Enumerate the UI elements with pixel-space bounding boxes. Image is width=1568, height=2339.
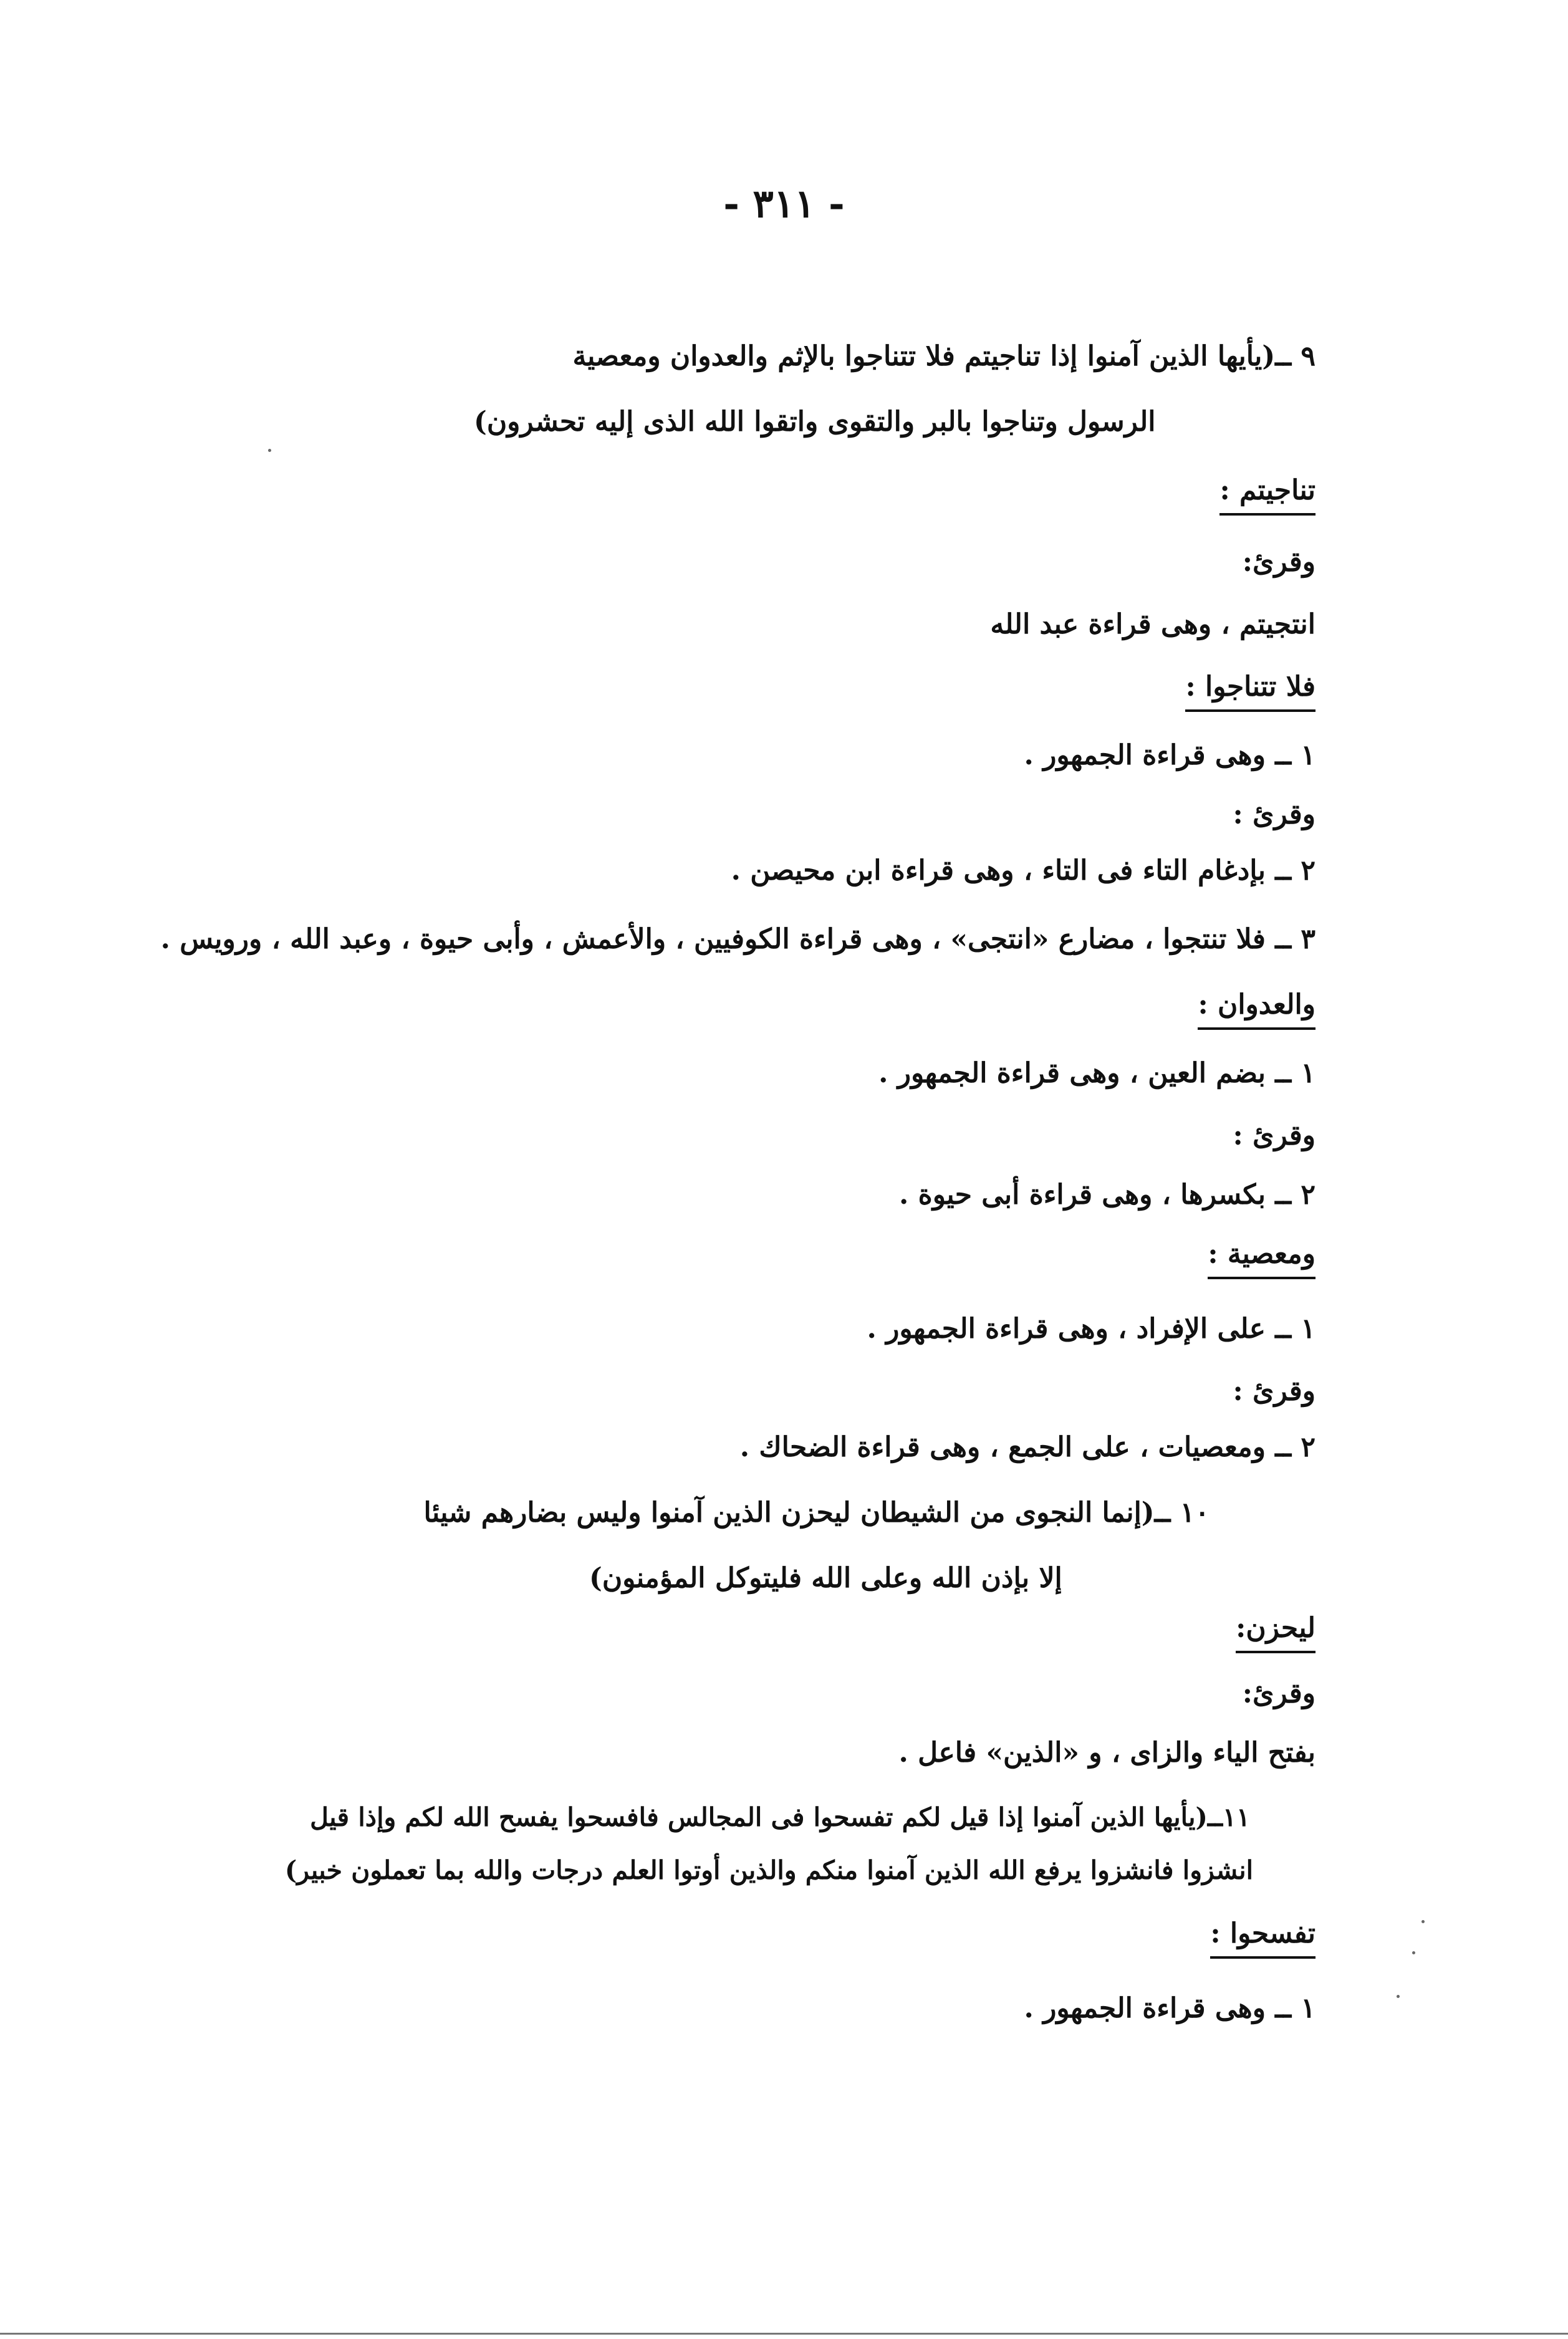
qurie-label: وقرئ:	[1242, 546, 1315, 578]
scan-speck	[268, 449, 271, 452]
qurie-label: وقرئ :	[1233, 799, 1315, 830]
scan-speck	[1397, 1995, 1400, 1998]
reading-line: بفتح الياء والزاى ، و «الذين» فاعل .	[898, 1737, 1315, 1769]
reading-line: ١ ــ وهى قراءة الجمهور .	[1024, 739, 1315, 771]
page-bottom-edge	[0, 2333, 1568, 2335]
reading-line: انتجيتم ، وهى قراءة عبد الله	[990, 608, 1315, 640]
verse-11-line-2: انشزوا فانشزوا يرفع الله الذين آمنوا منكم والذين أوتوا العلم درجات والله بما تعملون خبير)	[284, 1855, 1253, 1885]
reading-line: ٢ ــ بإدغام التاء فى التاء ، وهى قراءة ابن محيصن .	[731, 855, 1315, 886]
heading-aludwan: والعدوان :	[1198, 991, 1315, 1030]
heading-tanajaytum: تناجيتم :	[1219, 477, 1315, 516]
verse-9-line-2: الرسول وتناجوا بالبر والتقوى واتقوا الله الذى إليه تحشرون)	[474, 406, 1156, 438]
qurie-label: وقرئ :	[1233, 1375, 1315, 1407]
verse-11-line-1: ١١ــ(يأيها الذين آمنوا إذا قيل لكم تفسحوا فى المجالس فافسحوا يفسح الله لكم وإذا قيل	[310, 1802, 1250, 1832]
reading-line: ١ ــ وهى قراءة الجمهور .	[1024, 1992, 1315, 2024]
reading-line: ٣ ــ فلا تنتجوا ، مضارع «انتجى» ، وهى قراءة الكوفيين ، والأعمش ، وأبى حيوة ، وعبد الله ، ورويس .	[160, 923, 1315, 955]
heading-liyahzun: ليحزن:	[1236, 1615, 1315, 1653]
reading-line: ٢ ــ بكسرها ، وهى قراءة أبى حيوة .	[899, 1179, 1315, 1211]
verse-9-line-1: ٩ ــ(يأيها الذين آمنوا إذا تناجيتم فلا تتناجوا بالإثم والعدوان ومعصية	[572, 340, 1315, 372]
verse-10-line-1: ١٠ ــ(إنما النجوى من الشيطان ليحزن الذين آمنوا وليس بضارهم شيئا	[423, 1497, 1210, 1529]
page-number: - ٣١١ -	[723, 181, 845, 226]
qurie-label: وقرئ :	[1233, 1120, 1315, 1151]
verse-10-line-2: إلا بإذن الله وعلى الله فليتوكل المؤمنون)	[589, 1562, 1062, 1594]
heading-tafassahu: تفسحوا :	[1210, 1920, 1315, 1959]
reading-line: ٢ ــ ومعصيات ، على الجمع ، وهى قراءة الضحاك .	[739, 1431, 1315, 1463]
heading-fala-tatanajaw: فلا تتناجوا :	[1185, 673, 1315, 712]
qurie-label: وقرئ:	[1242, 1678, 1315, 1709]
scan-speck	[1412, 1951, 1415, 1954]
reading-line: ١ ــ على الإفراد ، وهى قراءة الجمهور .	[867, 1313, 1315, 1345]
reading-line: ١ ــ بضم العين ، وهى قراءة الجمهور .	[878, 1057, 1315, 1089]
scan-speck	[1421, 1920, 1425, 1923]
heading-masiya: ومعصية :	[1208, 1241, 1315, 1279]
